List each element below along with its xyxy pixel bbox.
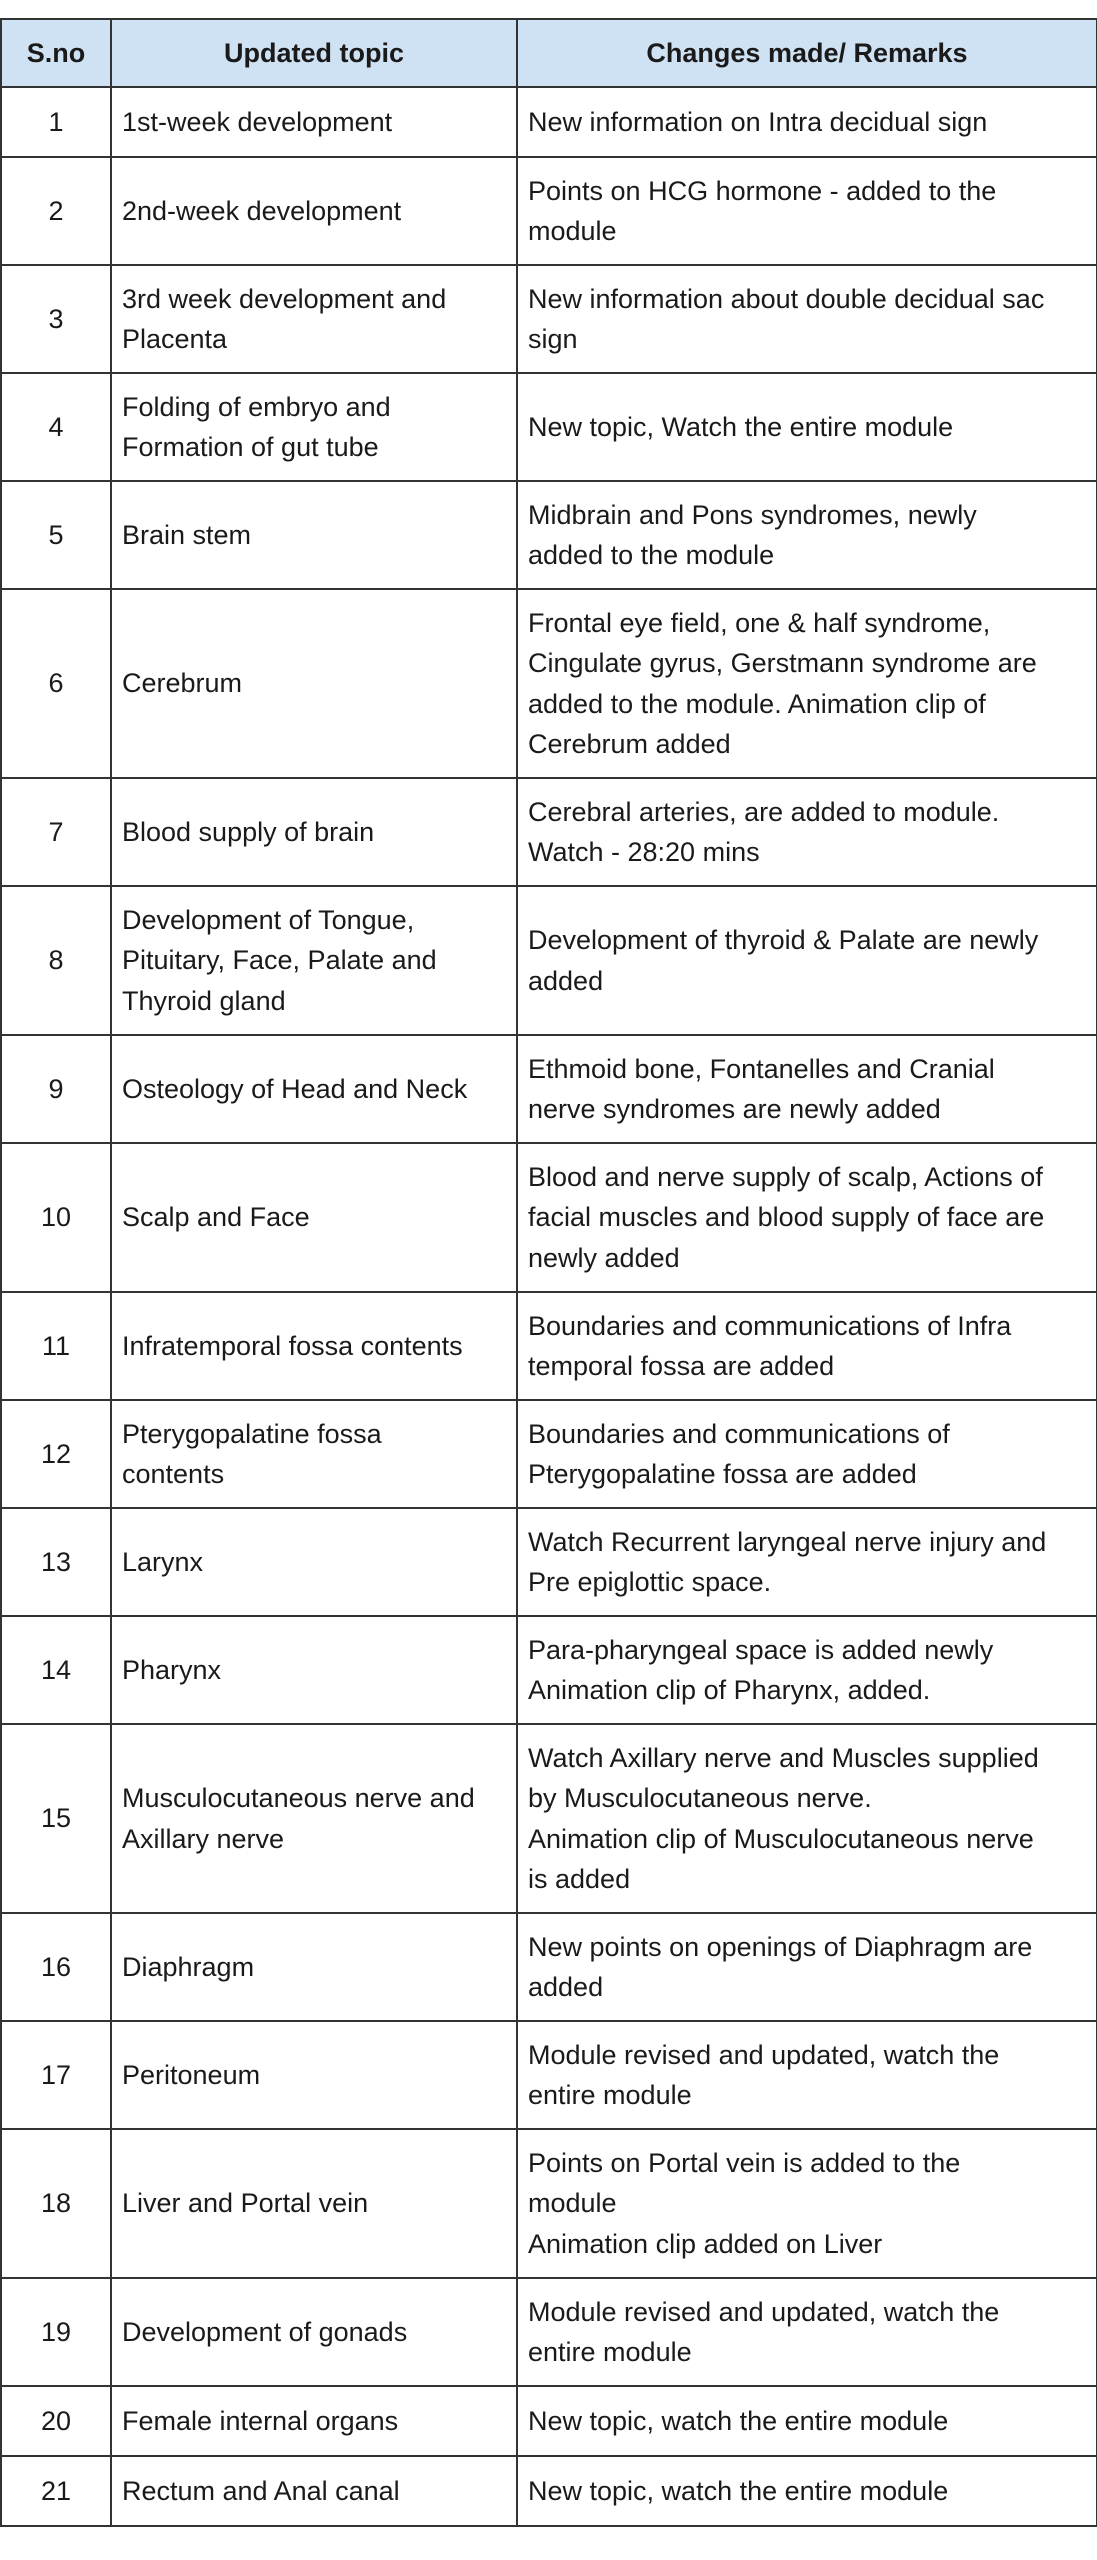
table-row [1,1913,1097,2021]
remarks-line: New information about double decidual sac [528,283,1045,314]
row-remarks [517,2278,1097,2386]
header-remarks: Changes made/ Remarks [517,19,1097,87]
row-remarks [517,1400,1097,1508]
table-row [1,589,1097,778]
row-remarks [517,481,1097,589]
remarks-line: New points on openings of Diaphragm are [528,1931,1033,1962]
row-remarks [517,2021,1097,2129]
table-row [1,87,1097,157]
header-row [1,19,1097,87]
topic-line: Infratemporal fossa contents [122,1330,463,1361]
row-remarks [517,1508,1097,1616]
row-topic [111,1724,517,1913]
header-sno: S.no [1,19,111,87]
table-row [1,886,1097,1035]
row-topic [111,2386,517,2456]
table-row [1,1035,1097,1143]
row-topic [111,2278,517,2386]
topic-line: Pharynx [122,1654,222,1685]
remarks-line: module [528,216,617,246]
topic-line: Diaphragm [122,1951,255,1982]
topic-line: Liver and Portal vein [122,2188,369,2219]
table-row [1,2278,1097,2386]
table-row [1,1724,1097,1913]
remarks-line: Cingulate gyrus, Gerstmann syndrome are [528,648,1037,678]
row-remarks [517,2129,1097,2278]
topic-line: Development of Tongue, [122,904,415,935]
row-sno: 13 [1,1508,111,1616]
topic-line: Rectum and Anal canal [122,2475,400,2506]
remarks-line: entire module [528,2080,692,2110]
remarks-line: Animation clip of Musculocutaneous nerve [528,1823,1034,1854]
remarks-line: Midbrain and Pons syndromes, newly [528,499,977,530]
remarks-line: Module revised and updated, watch the [528,2039,1000,2070]
remarks-line: New topic, Watch the entire module [528,411,954,442]
row-remarks [517,87,1097,157]
remarks-line: temporal fossa are added [528,1351,835,1381]
remarks-line: sign [528,324,578,354]
remarks-line: Blood and nerve supply of scalp, Actions of [528,1161,1043,1192]
row-sno: 18 [1,2129,111,2278]
remarks-line: New information on Intra decidual sign [528,106,988,137]
remarks-line: Ethmoid bone, Fontanelles and Cranial [528,1053,995,1084]
topic-line: Brain stem [122,519,252,550]
row-sno: 15 [1,1724,111,1913]
row-sno: 1 [1,87,111,157]
remarks-line: Para-pharyngeal space is added newly [528,1634,994,1665]
row-sno: 11 [1,1292,111,1400]
remarks-line: Watch - 28:20 mins [528,837,760,867]
remarks-line: module [528,2188,617,2219]
table-row [1,1400,1097,1508]
topic-line: Pterygopalatine fossa [122,1418,382,1449]
remarks-line: Boundaries and communications of [528,1418,950,1449]
table-row [1,2456,1097,2526]
row-topic [111,481,517,589]
remarks-line: Cerebral arteries, are added to module. [528,796,1000,827]
table-row [1,778,1097,886]
remarks-line: Watch Recurrent laryngeal nerve injury and [528,1526,1047,1557]
row-topic [111,265,517,373]
table-row [1,157,1097,265]
remarks-line: is added [528,1864,631,1894]
topic-line: 1st-week development [122,106,393,137]
table-row [1,1508,1097,1616]
row-topic [111,2456,517,2526]
row-sno: 16 [1,1913,111,2021]
remarks-line: newly added [528,1242,680,1273]
row-sno: 21 [1,2456,111,2526]
remarks-line: entire module [528,2337,692,2367]
row-sno: 2 [1,157,111,265]
topic-line: Development of gonads [122,2316,408,2347]
table-body [1,87,1097,2526]
remarks-line: Pre epiglottic space. [528,1567,772,1597]
topic-line: Blood supply of brain [122,816,375,847]
row-sno: 14 [1,1616,111,1724]
row-sno: 12 [1,1400,111,1508]
row-topic [111,1508,517,1616]
row-sno: 7 [1,778,111,886]
remarks-line: New topic, watch the entire module [528,2475,949,2506]
topic-line: Larynx [122,1546,204,1577]
row-remarks [517,778,1097,886]
remarks-line: Animation clip of Pharynx, added. [528,1675,931,1705]
row-sno: 20 [1,2386,111,2456]
table-row [1,481,1097,589]
row-sno: 10 [1,1143,111,1292]
row-topic [111,1400,517,1508]
row-sno: 6 [1,589,111,778]
row-remarks [517,2386,1097,2456]
table-row [1,1292,1097,1400]
remarks-line: Animation clip added on Liver [528,2228,883,2259]
topic-line: Formation of gut tube [122,432,379,462]
topic-line: Scalp and Face [122,1202,310,1233]
remarks-line: Watch Axillary nerve and Muscles supplied [528,1742,1039,1773]
table-row [1,265,1097,373]
topic-line: Axillary nerve [122,1823,285,1854]
topic-line: Osteology of Head and Neck [122,1073,468,1104]
topic-line: Musculocutaneous nerve and [122,1783,475,1813]
row-sno: 5 [1,481,111,589]
remarks-line: Points on HCG hormone - added to the [528,175,997,206]
remarks-line: by Musculocutaneous nerve. [528,1783,872,1813]
row-remarks [517,1616,1097,1724]
row-topic [111,886,517,1035]
row-topic [111,1616,517,1724]
row-remarks [517,1913,1097,2021]
row-topic [111,157,517,265]
topic-line: 2nd-week development [122,195,402,226]
row-topic [111,589,517,778]
remarks-line: Pterygopalatine fossa are added [528,1459,917,1489]
row-topic [111,1035,517,1143]
remarks-line: Development of thyroid & Palate are newly [528,925,1039,955]
row-sno: 3 [1,265,111,373]
table-row [1,1143,1097,1292]
row-sno: 8 [1,886,111,1035]
row-topic [111,373,517,481]
topic-line: Female internal organs [122,2405,399,2436]
row-remarks [517,157,1097,265]
row-remarks [517,886,1097,1035]
remarks-line: added to the module. Animation clip of [528,688,986,719]
row-sno: 17 [1,2021,111,2129]
table-row [1,2021,1097,2129]
topic-line: contents [122,1459,225,1489]
row-sno: 4 [1,373,111,481]
remarks-line: Cerebrum added [528,729,731,759]
table-row [1,2129,1097,2278]
row-topic [111,1913,517,2021]
updates-table [0,18,1097,2527]
remarks-line: added [528,1972,604,2002]
topic-line: Thyroid gland [122,985,286,1016]
row-topic [111,87,517,157]
topic-line: Folding of embryo and [122,391,391,422]
table-row [1,373,1097,481]
row-sno: 19 [1,2278,111,2386]
row-topic [111,2021,517,2129]
row-remarks [517,1143,1097,1292]
row-sno: 9 [1,1035,111,1143]
row-remarks [517,2456,1097,2526]
row-remarks [517,1724,1097,1913]
topic-line: Peritoneum [122,2059,261,2090]
row-topic [111,1143,517,1292]
row-topic [111,1292,517,1400]
remarks-line: facial muscles and blood supply of face are [528,1202,1045,1233]
remarks-line: Frontal eye field, one & half syndrome, [528,607,991,638]
row-topic [111,778,517,886]
remarks-line: Points on Portal vein is added to the [528,2147,961,2178]
remarks-line: added [528,965,604,996]
row-remarks [517,1292,1097,1400]
table-row [1,2386,1097,2456]
remarks-line: nerve syndromes are newly added [528,1094,941,1124]
topic-line: Placenta [122,324,228,354]
remarks-line: Module revised and updated, watch the [528,2296,1000,2327]
row-remarks [517,589,1097,778]
remarks-line: Boundaries and communications of Infra [528,1310,1012,1341]
row-topic [111,2129,517,2278]
topic-line: 3rd week development and [122,283,447,314]
row-remarks [517,373,1097,481]
table-row [1,1616,1097,1724]
remarks-line: added to the module [528,540,775,570]
remarks-line: New topic, watch the entire module [528,2405,949,2436]
row-remarks [517,265,1097,373]
header-topic: Updated topic [111,19,517,87]
row-remarks [517,1035,1097,1143]
topic-line: Cerebrum [122,668,243,699]
topic-line: Pituitary, Face, Palate and [122,945,437,976]
